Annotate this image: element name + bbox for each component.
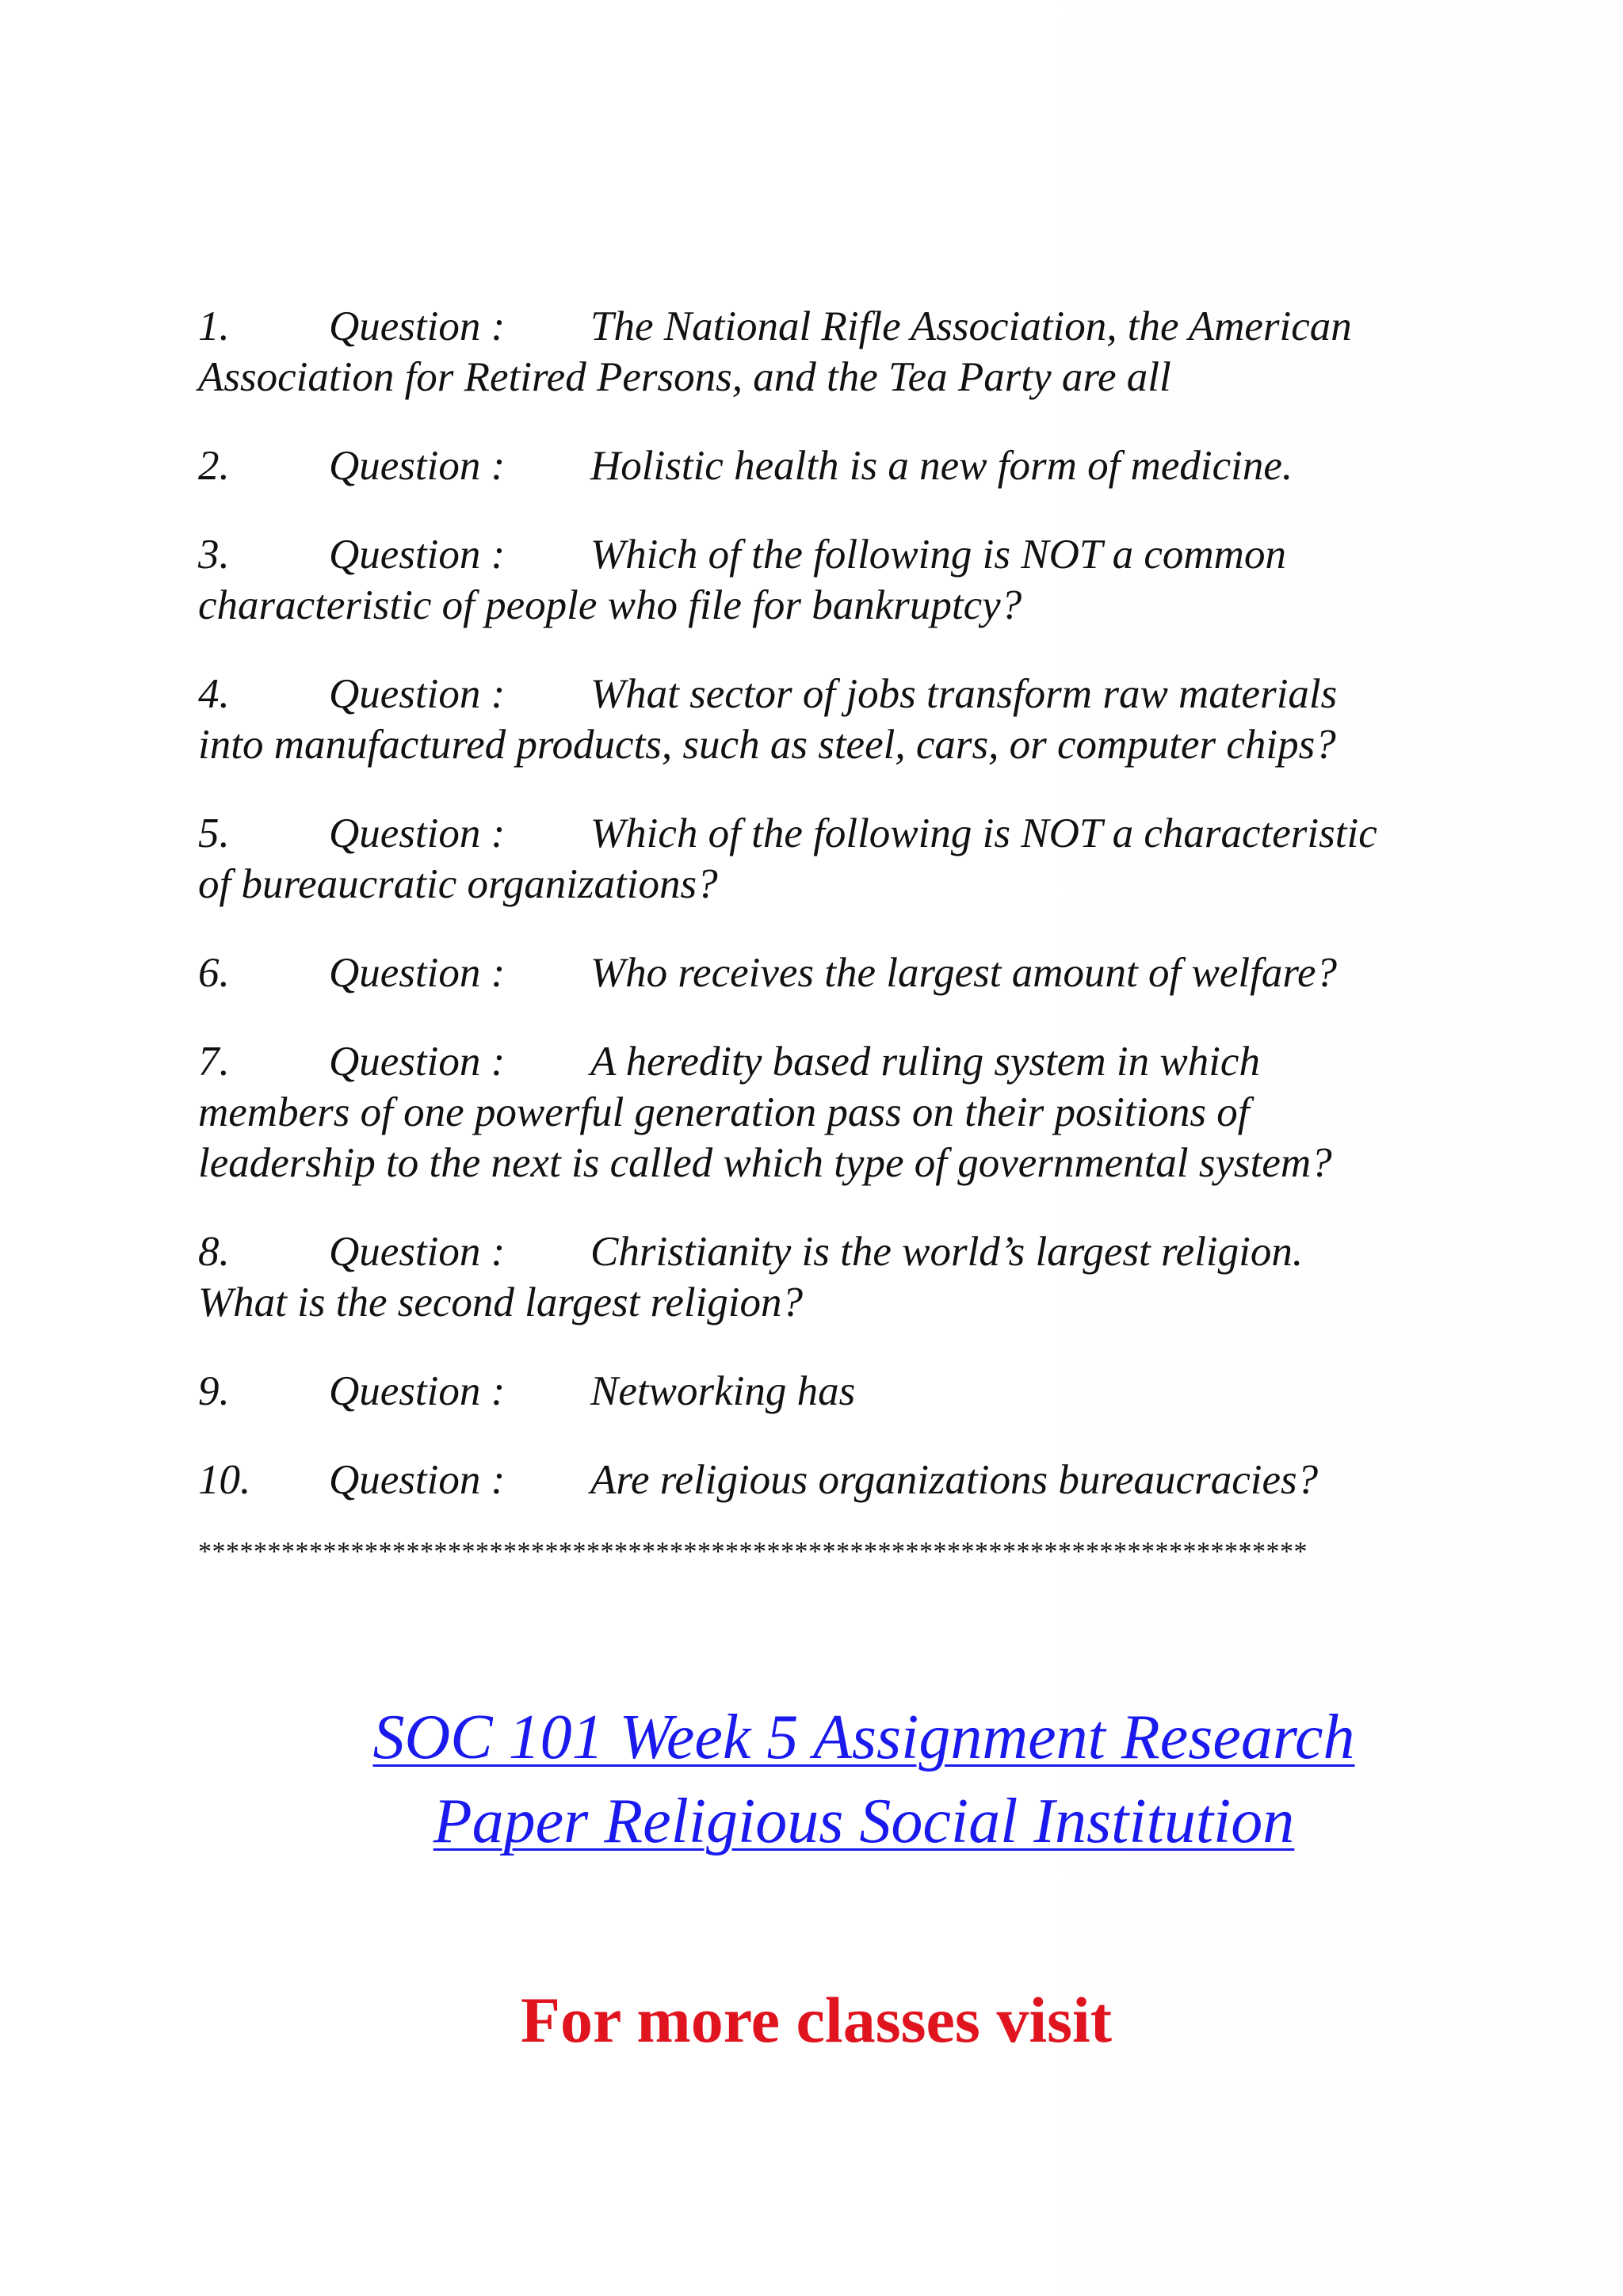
question-label: Question : xyxy=(329,810,506,856)
question-number: 3. xyxy=(198,532,230,578)
question-label: Question : xyxy=(329,1368,506,1414)
question-number: 10. xyxy=(198,1457,251,1503)
question-label: Question : xyxy=(329,303,506,349)
question-number: 8. xyxy=(198,1229,230,1275)
question-number: 4. xyxy=(198,671,230,717)
question-label: Question : xyxy=(329,671,506,717)
question-text-continued: leadership to the next is called which type of governmental system? xyxy=(198,1140,1332,1186)
question-number: 6. xyxy=(198,950,230,996)
question-text: Are religious organizations bureaucracies? xyxy=(590,1457,1319,1503)
question-text: Networking has xyxy=(590,1368,856,1414)
question-list xyxy=(198,301,1434,1543)
question-label: Question : xyxy=(329,950,506,996)
question-text-continued: characteristic of people who file for bankruptcy? xyxy=(198,582,1022,628)
question-label: Question : xyxy=(329,1039,506,1085)
question-text: Holistic health is a new form of medicine. xyxy=(590,443,1293,489)
question-text: A heredity based ruling system in which xyxy=(590,1039,1260,1085)
question-item xyxy=(198,1455,1434,1505)
question-item xyxy=(198,808,1434,910)
question-text-continued: into manufactured products, such as steel, cars, or computer chips? xyxy=(198,722,1336,768)
question-text: The National Rifle Association, the American xyxy=(590,303,1352,349)
question-item xyxy=(198,1366,1434,1417)
question-label: Question : xyxy=(329,443,506,489)
question-item xyxy=(198,301,1434,402)
question-number: 5. xyxy=(198,810,230,856)
question-text-continued: of bureaucratic organizations? xyxy=(198,861,718,907)
question-text: Which of the following is NOT a characteristic xyxy=(590,810,1377,856)
question-number: 9. xyxy=(198,1368,230,1414)
question-item xyxy=(198,441,1434,491)
question-number: 1. xyxy=(198,303,230,349)
question-item xyxy=(198,948,1434,998)
question-text-continued: Association for Retired Persons, and the Tea Party are all xyxy=(198,354,1171,400)
question-label: Question : xyxy=(329,1229,506,1275)
question-text: Which of the following is NOT a common xyxy=(590,532,1286,578)
question-item xyxy=(198,529,1434,631)
question-text: What sector of jobs transform raw materials xyxy=(590,671,1338,717)
question-number: 7. xyxy=(198,1039,230,1085)
assignment-link[interactable] xyxy=(277,1695,1450,1863)
more-classes-heading: For more classes visit xyxy=(520,1984,1113,2056)
question-item xyxy=(198,1226,1434,1328)
question-item xyxy=(198,669,1434,770)
question-text: Who receives the largest amount of welfare? xyxy=(590,950,1338,996)
question-label: Question : xyxy=(329,1457,506,1503)
question-text-continued: members of one powerful generation pass on their positions of xyxy=(198,1089,1250,1135)
question-number: 2. xyxy=(198,443,230,489)
question-text: Christianity is the world’s largest religion. xyxy=(590,1229,1304,1275)
assignment-link-line-2[interactable]: Paper Religious Social Institution xyxy=(433,1787,1295,1856)
asterisk-separator: ******************************************************************************** xyxy=(198,1537,1308,1566)
question-item xyxy=(198,1036,1434,1188)
question-label: Question : xyxy=(329,532,506,578)
assignment-link-line-1[interactable]: SOC 101 Week 5 Assignment Research xyxy=(372,1703,1355,1772)
question-text-continued: What is the second largest religion? xyxy=(198,1280,804,1325)
